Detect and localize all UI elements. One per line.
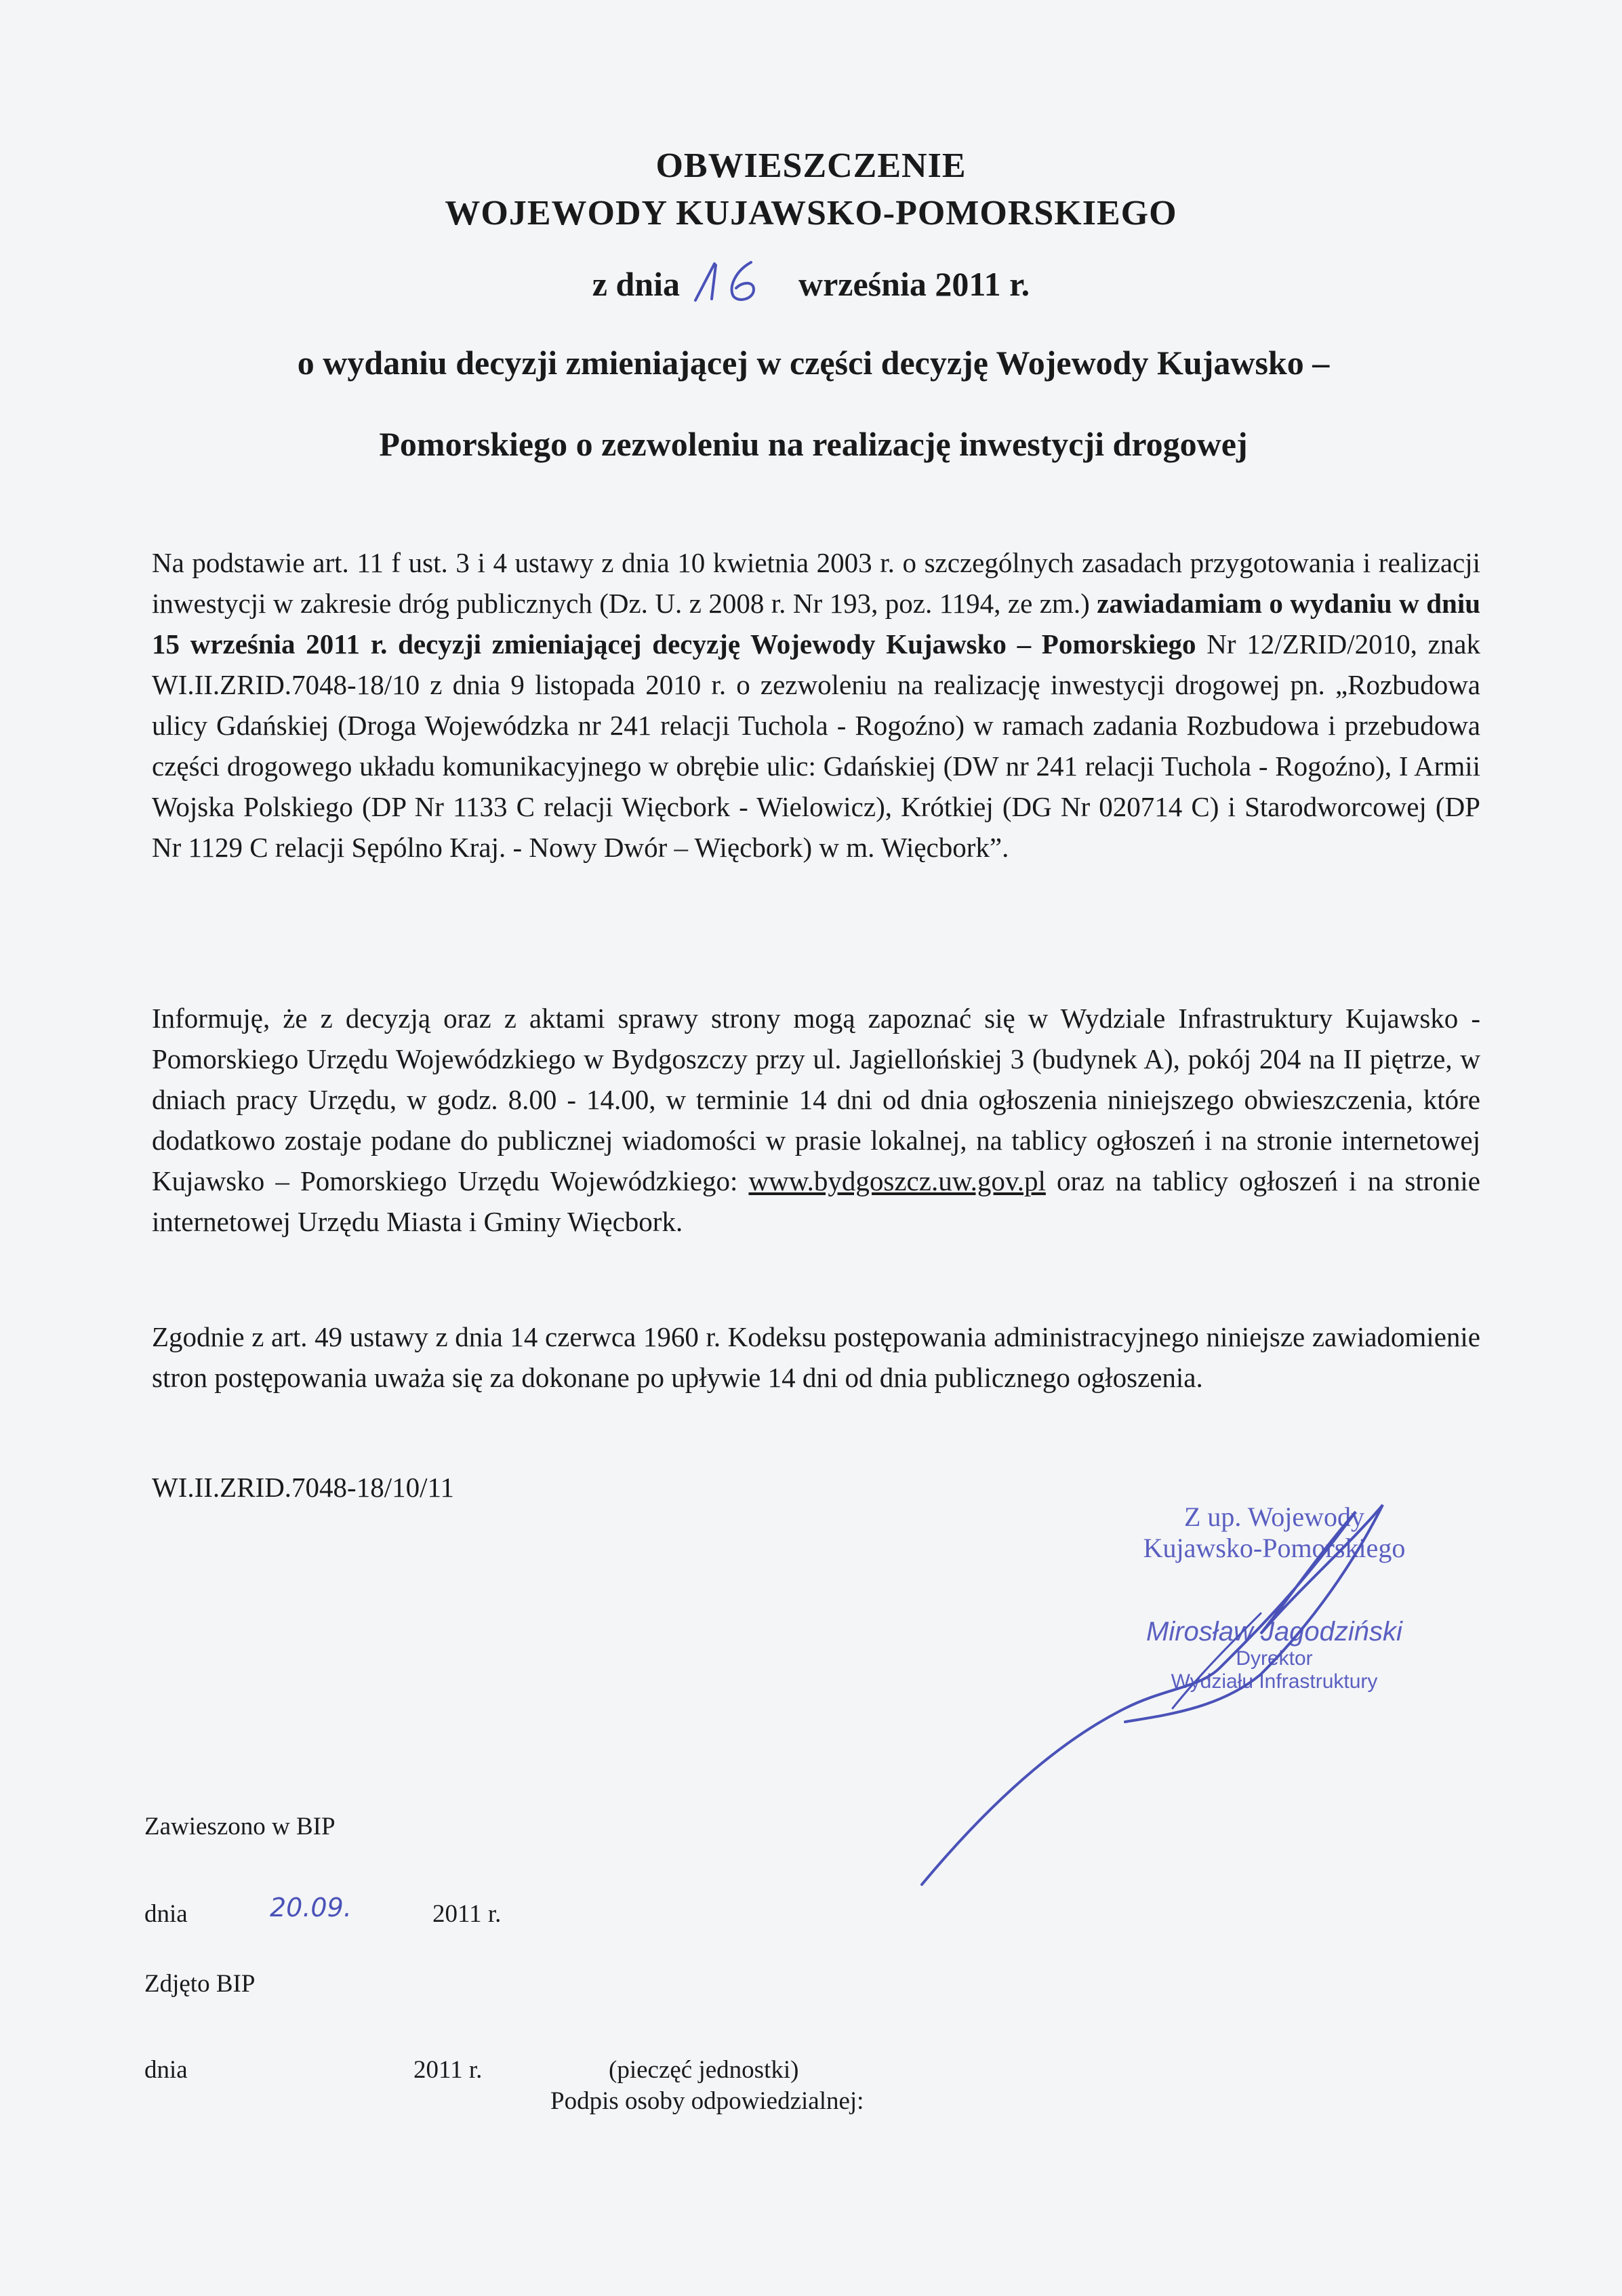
posted-year: 2011 r. (432, 1900, 502, 1928)
subject-line-2: Pomorskiego o zezwoleniu na realizację inwestycji drogowej (379, 425, 1248, 463)
handwritten-day-mark (689, 258, 790, 306)
handwritten-signature (881, 1485, 1423, 1891)
document-issuer: WOJEWODY KUJAWSKO-POMORSKIEGO (445, 194, 1177, 233)
seal-label: (pieczęć jednostki) (609, 2056, 799, 2084)
paragraph-notice-part2: Nr 12/ZRID/2010, znak WI.II.ZRID.7048-18/10 z dnia 9 listopada 2010 r. o zezwoleniu na realizację inwestycji drogowej pn. „Rozbudowa ulicy Gdańskiej (Droga Wojewódzka nr 241 relacji Tuchola - Rogoźno) w ramach zadania Rozbudowa i przebudowa części drogowego układu komunikacyjnego w obrębie ulic: Gdańskiej (DW nr 241 relacji Tuchola - Rogoźno), I Armii Wojska Polskiego (DP Nr 1133 C relacji Więcbork - Wielowicz), Krótkiej (DG Nr 020714 C) i Starodworcowej (DP Nr 1129 C relacji Sępólno Kraj. - Nowy Dwór – Więcbork) w m. Więcbork”. (152, 628, 1480, 863)
stamp-line-2: Kujawsko-Pomorskiego (1143, 1533, 1406, 1563)
stamp-line-5: Wydziału Infrastruktury (1171, 1670, 1378, 1693)
date-suffix: września 2011 r. (798, 265, 1030, 303)
stamp-line-4: Dyrektor (1236, 1647, 1313, 1670)
handwritten-day (689, 258, 790, 299)
removed-label: Zdjęto BIP (144, 1970, 256, 1998)
document-title: OBWIESZCZENIE (655, 146, 967, 185)
website-link[interactable]: www.bydgoszcz.uw.gov.pl (748, 1165, 1046, 1196)
paragraph-information (152, 998, 1480, 1242)
paragraph-information-part1: Informuję, że z decyzją oraz z aktami sprawy strony mogą zapoznać się w Wydziale Infrastruktury Kujawsko - Pomorskiego Urzędu Wojewódzkiego w Bydgoszczy przy ul. Jagiellońskiej 3 (budynek A), pokój 204 na II piętrze, w dniach pracy Urzędu, w godz. 8.00 - 14.00, w terminie 14 dni od dnia ogłoszenia niniejszego obwieszczenia, które dodatkowo zostaje podane do publicznej wiadomości w prasie lokalnej, na tablicy ogłoszeń i na stronie internetowej Kujawsko – Pomorskiego Urzędu Wojewódzkiego: (152, 1003, 1480, 1196)
posted-date-handwritten: 20.09. (270, 1893, 352, 1922)
date-prefix: z dnia (592, 265, 680, 303)
removed-date-label: dnia (144, 2056, 188, 2084)
removed-year: 2011 r. (413, 2056, 483, 2084)
document-subject (156, 322, 1471, 485)
stamp-line-3: Mirosław Jagodziński (1146, 1617, 1402, 1647)
paragraph-notice-bold: zawiadamiam o wydaniu w dniu 15 września 2011 r. decyzji zmieniającej decyzję Wojewody Kujawsko – Pomorskiego (152, 588, 1481, 660)
paragraph-legal-basis: Zgodnie z art. 49 ustawy z dnia 14 czerwca 1960 r. Kodeksu postępowania administracyjnego niniejsze zawiadomienie stron postępowania uważa się za dokonane po upływie 14 dni od dnia publicznego ogłoszenia. (152, 1321, 1480, 1393)
paragraph-information-part2: oraz na tablicy ogłoszeń i na stronie internetowej Urzędu Miasta i Gminy Więcbork. (152, 1165, 1480, 1237)
paragraph-notice (152, 542, 1480, 868)
stamp-line-1: Z up. Wojewody (1183, 1502, 1364, 1532)
posted-label: Zawieszono w BIP (144, 1813, 336, 1840)
paragraph-notice-part1: Na podstawie art. 11 f ust. 3 i 4 ustawy z dnia 10 kwietnia 2003 r. o szczególnych zasadach przygotowania i realizacji inwestycji w zakresie dróg publicznych (Dz. U. z 2008 r. Nr 193, poz. 1194, ze zm.) (152, 547, 1480, 619)
posted-date-label: dnia (144, 1900, 188, 1928)
subject-line-1: o wydaniu decyzji zmieniającej w części decyzję Wojewody Kujawsko – (297, 344, 1330, 382)
signature-label: Podpis osoby odpowiedzialnej: (550, 2087, 864, 2115)
case-reference: WI.II.ZRID.7048-18/10/11 (152, 1472, 454, 1503)
document-date (0, 264, 1622, 308)
